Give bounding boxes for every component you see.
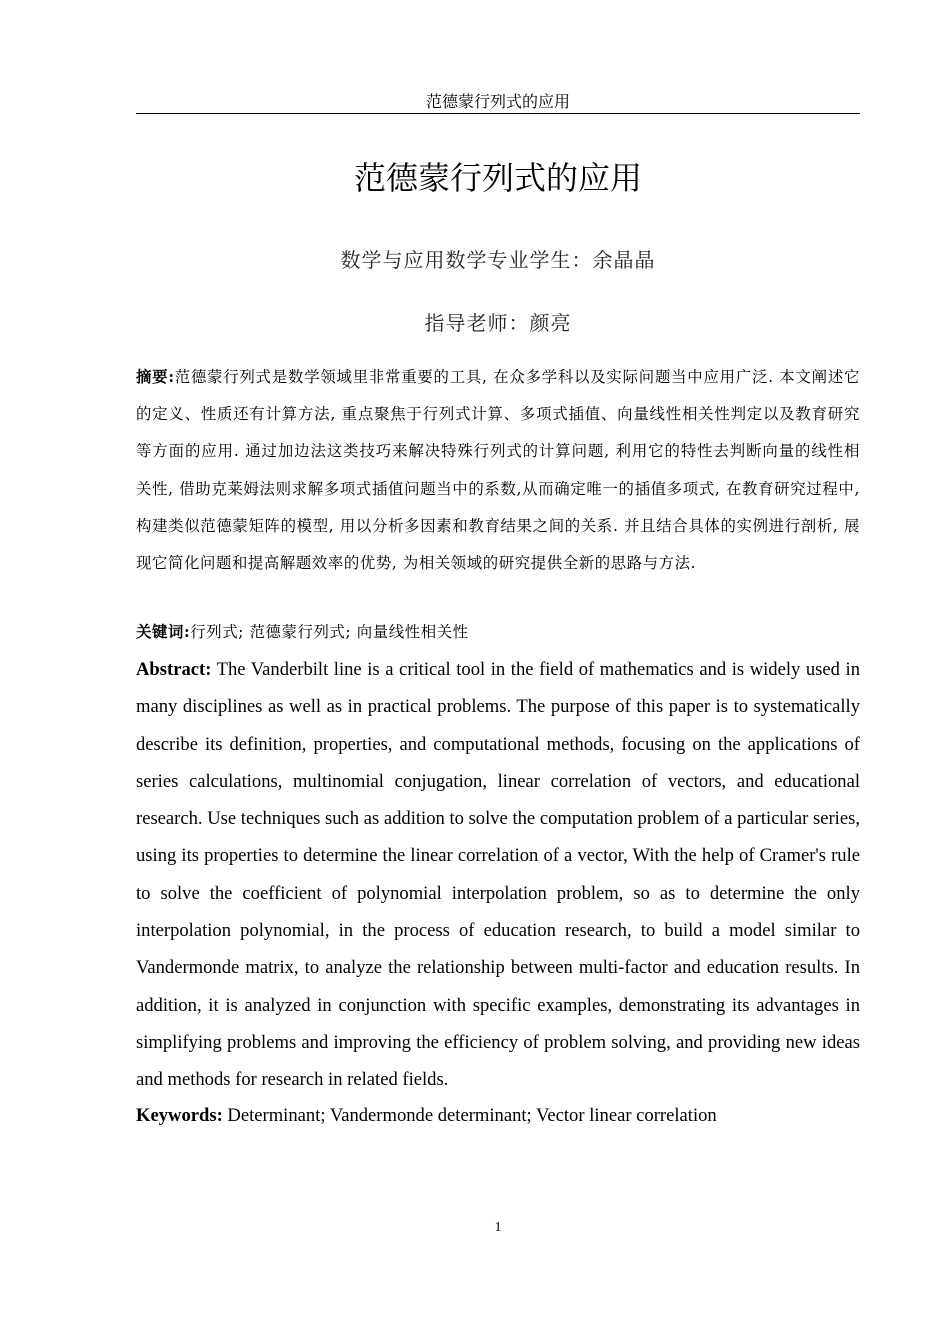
chinese-abstract — [136, 359, 860, 582]
paper-title: 范德蒙行列式的应用 — [353, 159, 642, 197]
chinese-keywords-label: 关键词: — [136, 623, 191, 641]
advisor-line: 指导老师：颜亮 — [424, 311, 572, 335]
english-keywords-text: Determinant; Vandermonde determinant; Vector linear correlation — [227, 1105, 717, 1126]
chinese-keywords — [136, 618, 860, 646]
chinese-keywords-text: 行列式; 范德蒙行列式; 向量线性相关性 — [190, 623, 469, 641]
english-keywords — [136, 1099, 860, 1133]
page-number: 1 — [494, 1220, 502, 1235]
english-abstract-text: The Vanderbilt line is a critical tool in the field of mathematics and is widely used in many disciplines as well as in practical problems. The purpose of this paper is to systematically describe its definition, properties, and computational methods, focusing on the applications of series calculations, multinomial conjugation, linear correlation of vectors, and educational research. Use techniques such as addition to solve the computation problem of a particular series, using its properties to determine the linear correlation of a vector, With the help of Cramer's rule to solve the coefficient of polynomial interpolation problem, so as to determine the only interpolation polynomial, in the process of education research, to build a model similar to Vandermonde matrix, to analyze the relationship between multi-factor and education results. In addition, it is analyzed in conjunction with specific examples, demonstrating its advantages in simplifying problems and improving the efficiency of problem solving, and providing new ideas and methods for research in related fields. — [136, 659, 861, 1091]
chinese-abstract-text: 范德蒙行列式是数学领域里非常重要的工具, 在众多学科以及实际问题当中应用广泛. 本文阐述它的定义、性质还有计算方法, 重点聚焦于行列式计算、多项式插值、向量线性相关性判定以及教育研究等方面的应用. 通过加边法这类技巧来解决特殊行列式的计算问题, 利用它的特性去判断向量的线性相关性, 借助克莱姆法则求解多项式插值问题当中的系数,从而确定唯一的插值多项式, 在教育研究过程中, 构建类似范德蒙矩阵的模型, 用以分析多因素和教育结果之间的关系. 并且结合具体的实例进行剖析, 展现它简化问题和提高解题效率的优势, 为相关领域的研究提供全新的思路与方法. — [136, 368, 860, 573]
english-abstract-label: Abstract: — [136, 659, 212, 680]
student-author-line: 数学与应用数学专业学生：余晶晶 — [340, 248, 656, 272]
english-keywords-label: Keywords: — [136, 1105, 223, 1126]
running-header: 范德蒙行列式的应用 — [136, 92, 860, 114]
chinese-abstract-label: 摘要: — [136, 368, 175, 386]
english-abstract — [136, 651, 860, 1099]
